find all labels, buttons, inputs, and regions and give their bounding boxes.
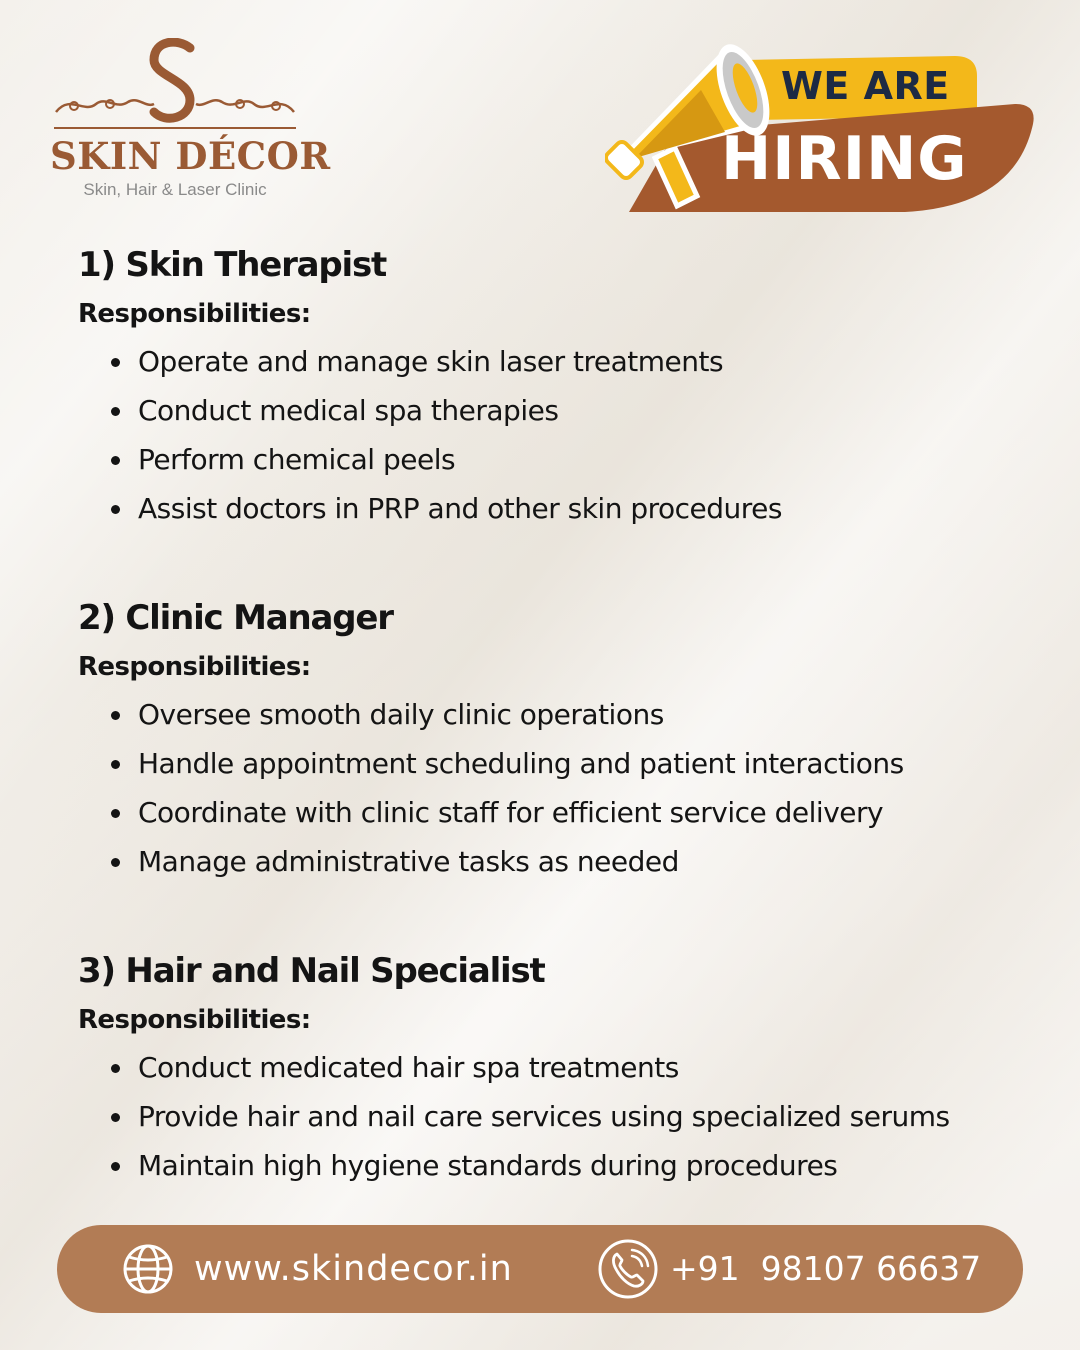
- bullet-icon: [111, 809, 120, 818]
- responsibility-list: [78, 690, 1038, 886]
- responsibility-list: [78, 1043, 1038, 1190]
- bullet-icon: [111, 858, 120, 867]
- job-title: 2) Clinic Manager: [78, 598, 393, 638]
- bullet-icon: [111, 505, 120, 514]
- list-item: Manage administrative tasks as needed: [78, 837, 1038, 886]
- hiring-text: HIRING: [721, 124, 968, 194]
- list-item: Perform chemical peels: [78, 435, 1038, 484]
- clinic-logo: [50, 38, 331, 208]
- list-item: Coordinate with clinic staff for efficient service delivery: [78, 788, 1038, 837]
- responsibilities-label: Responsibilities:: [78, 1005, 311, 1035]
- responsibilities-label: Responsibilities:: [78, 652, 311, 682]
- list-item: Maintain high hygiene standards during procedures: [78, 1141, 1038, 1190]
- list-item: Handle appointment scheduling and patient interactions: [78, 739, 1038, 788]
- brand-name: SKIN DÉCOR: [50, 134, 331, 178]
- bullet-icon: [111, 1113, 120, 1122]
- list-item: Operate and manage skin laser treatments: [78, 337, 1038, 386]
- list-item: Provide hair and nail care services using specialized serums: [78, 1092, 1038, 1141]
- bullet-icon: [111, 1064, 120, 1073]
- s-monogram-icon: [50, 38, 300, 134]
- bullet-icon: [111, 711, 120, 720]
- list-item: Conduct medicated hair spa treatments: [78, 1043, 1038, 1092]
- list-item: Conduct medical spa therapies: [78, 386, 1038, 435]
- list-item: Assist doctors in PRP and other skin procedures: [78, 484, 1038, 533]
- bullet-icon: [111, 1162, 120, 1171]
- we-are-text: WE ARE: [781, 64, 950, 108]
- job-section-skin-therapist: [78, 243, 1038, 533]
- phone-icon: [597, 1238, 659, 1300]
- bullet-icon: [111, 456, 120, 465]
- globe-icon: [123, 1244, 173, 1294]
- job-title: 1) Skin Therapist: [78, 245, 387, 285]
- hiring-banner: [605, 20, 1045, 220]
- job-title: 3) Hair and Nail Specialist: [78, 951, 545, 991]
- website-link[interactable]: www.skindecor.in: [194, 1249, 513, 1289]
- contact-footer: [57, 1225, 1023, 1313]
- phone-number[interactable]: +91 98107 66637: [670, 1249, 982, 1288]
- brand-tagline: Skin, Hair & Laser Clinic: [83, 180, 267, 199]
- list-item: Oversee smooth daily clinic operations: [78, 690, 1038, 739]
- job-section-hair-nail-specialist: [78, 949, 1038, 1190]
- bullet-icon: [111, 358, 120, 367]
- responsibility-list: [78, 337, 1038, 533]
- bullet-icon: [111, 760, 120, 769]
- job-section-clinic-manager: [78, 596, 1038, 886]
- bullet-icon: [111, 407, 120, 416]
- responsibilities-label: Responsibilities:: [78, 299, 311, 329]
